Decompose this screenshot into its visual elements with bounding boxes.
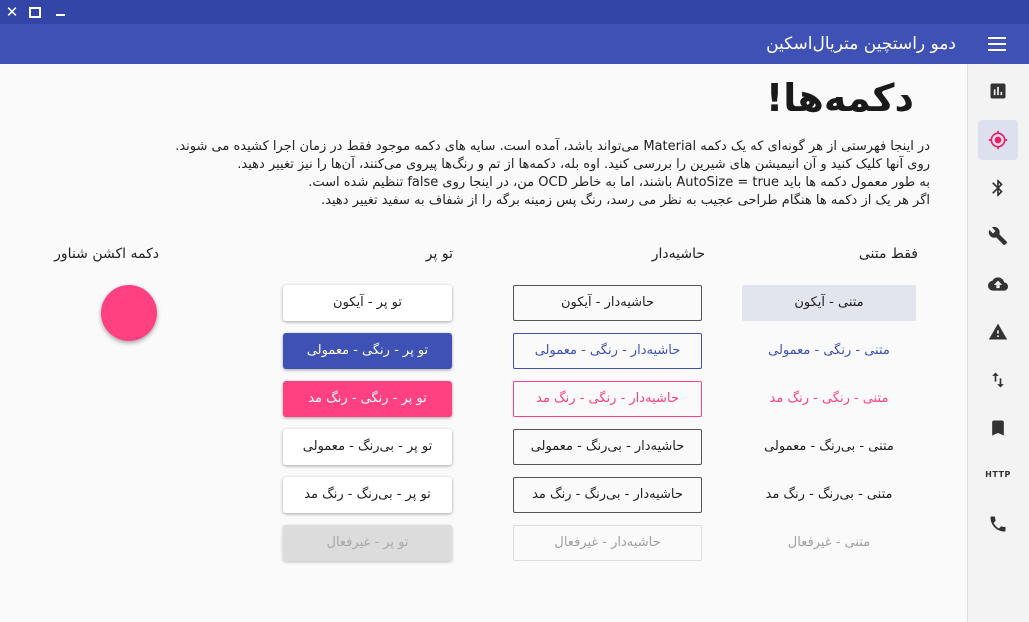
outlined-default-accent-button[interactable]: حاشیه‌دار - بی‌رنگ - رنگ مد bbox=[513, 477, 702, 513]
sidebar-item-bar-chart[interactable] bbox=[978, 71, 1018, 111]
text-disabled-button: متنی - غیرفعال bbox=[787, 535, 871, 550]
warning-icon bbox=[988, 322, 1008, 342]
wrench-icon bbox=[988, 226, 1008, 246]
contained-primary-button[interactable]: تو پر - رنگی - معمولی bbox=[283, 333, 452, 369]
description-line: .می‌تواند باشد، آمده است. سایه های دکمه موجود فقط در زمان اجرا کشیده می شوند Material در اینجا فهرستی از هر گونه‌ای که یک دکمه bbox=[175, 139, 930, 154]
sidebar bbox=[967, 64, 1029, 622]
text-accent-button[interactable]: متنی - رنگی - رنگ مد bbox=[769, 391, 889, 406]
sidebar-item-warning[interactable] bbox=[978, 312, 1018, 352]
sidebar-item-swap[interactable] bbox=[978, 360, 1018, 400]
outlined-accent-button[interactable]: حاشیه‌دار - رنگی - رنگ مد bbox=[513, 381, 702, 417]
sidebar-item-target[interactable] bbox=[978, 120, 1018, 160]
text-default-button[interactable]: متنی - بی‌رنگ - معمولی bbox=[764, 439, 894, 454]
column-header-contained: تو پر bbox=[425, 246, 453, 262]
column-header-outlined: حاشیه‌دار bbox=[651, 246, 705, 262]
http-icon: HTTP bbox=[985, 470, 1011, 479]
phone-icon bbox=[988, 514, 1008, 534]
text-icon-button[interactable]: متنی - آیکون bbox=[742, 285, 916, 321]
maximize-icon[interactable] bbox=[24, 0, 46, 24]
sidebar-item-http[interactable] bbox=[978, 456, 1018, 496]
cloud-upload-icon bbox=[988, 274, 1008, 294]
text-default-accent-button[interactable]: متنی - بی‌رنگ - رنگ مد bbox=[765, 487, 893, 502]
window-titlebar bbox=[0, 0, 1029, 24]
page-title: دکمه‌ها! bbox=[765, 76, 914, 120]
column-header-fab: دکمه اکشن شناور bbox=[54, 246, 159, 262]
page-description bbox=[60, 138, 930, 210]
app-bar bbox=[0, 24, 1029, 64]
outlined-icon-button[interactable]: حاشیه‌دار - آیکون bbox=[513, 285, 702, 321]
sidebar-item-cloud-upload[interactable] bbox=[978, 264, 1018, 304]
text-primary-button[interactable]: متنی - رنگی - معمولی bbox=[768, 343, 890, 358]
floating-action-button[interactable] bbox=[101, 285, 157, 341]
contained-icon-button[interactable]: تو پر - آیکون bbox=[283, 285, 452, 321]
swap-vertical-icon bbox=[988, 370, 1008, 390]
sidebar-item-wrench[interactable] bbox=[978, 216, 1018, 256]
app-title: دمو راستچین متریال‌اسکین bbox=[766, 34, 956, 54]
gps-target-icon bbox=[988, 130, 1008, 150]
outlined-default-button[interactable]: حاشیه‌دار - بی‌رنگ - معمولی bbox=[513, 429, 702, 465]
outlined-primary-button[interactable]: حاشیه‌دار - رنگی - معمولی bbox=[513, 333, 702, 369]
description-line: .اگر هر یک از دکمه ها هنگام طراحی عجیب به نظر می رسد، رنگ پس زمینه برگه را از شفاف به سفید تغییر دهید bbox=[321, 193, 930, 208]
description-line: .روی آنها کلیک کنید و آن انیمیشن های شیرین را بررسی کنید. اوه بله، دکمه‌ها از تم و رنگ‌ها پیروی می‌کنند، آن‌ها را نیز تغییر دهید bbox=[237, 157, 930, 172]
description-line: .تنظیم شده است false من، در اینجا روی OCD باشند، اما به خاطر AutoSize = true به طور معمول دکمه ها باید bbox=[308, 175, 930, 190]
sidebar-item-bookmark[interactable] bbox=[978, 408, 1018, 448]
bar-chart-icon bbox=[988, 81, 1008, 101]
bookmark-icon bbox=[988, 418, 1008, 438]
sidebar-item-phone[interactable] bbox=[978, 504, 1018, 544]
minimize-icon[interactable] bbox=[49, 0, 71, 24]
bluetooth-icon bbox=[988, 178, 1008, 198]
contained-default-accent-button[interactable]: تو پر - بی‌رنگ - رنگ مد bbox=[283, 477, 452, 513]
contained-default-button[interactable]: تو پر - بی‌رنگ - معمولی bbox=[283, 429, 452, 465]
column-header-text-only: فقط متنی bbox=[858, 246, 918, 262]
sidebar-item-bluetooth[interactable] bbox=[978, 168, 1018, 208]
close-icon[interactable]: ✕ bbox=[5, 3, 19, 21]
hamburger-icon[interactable] bbox=[988, 37, 1006, 51]
outlined-disabled-button: حاشیه‌دار - غیرفعال bbox=[513, 525, 702, 561]
contained-disabled-button: تو پر - غیرفعال bbox=[283, 525, 452, 561]
contained-accent-button[interactable]: تو پر - رنگی - رنگ مد bbox=[283, 381, 452, 417]
